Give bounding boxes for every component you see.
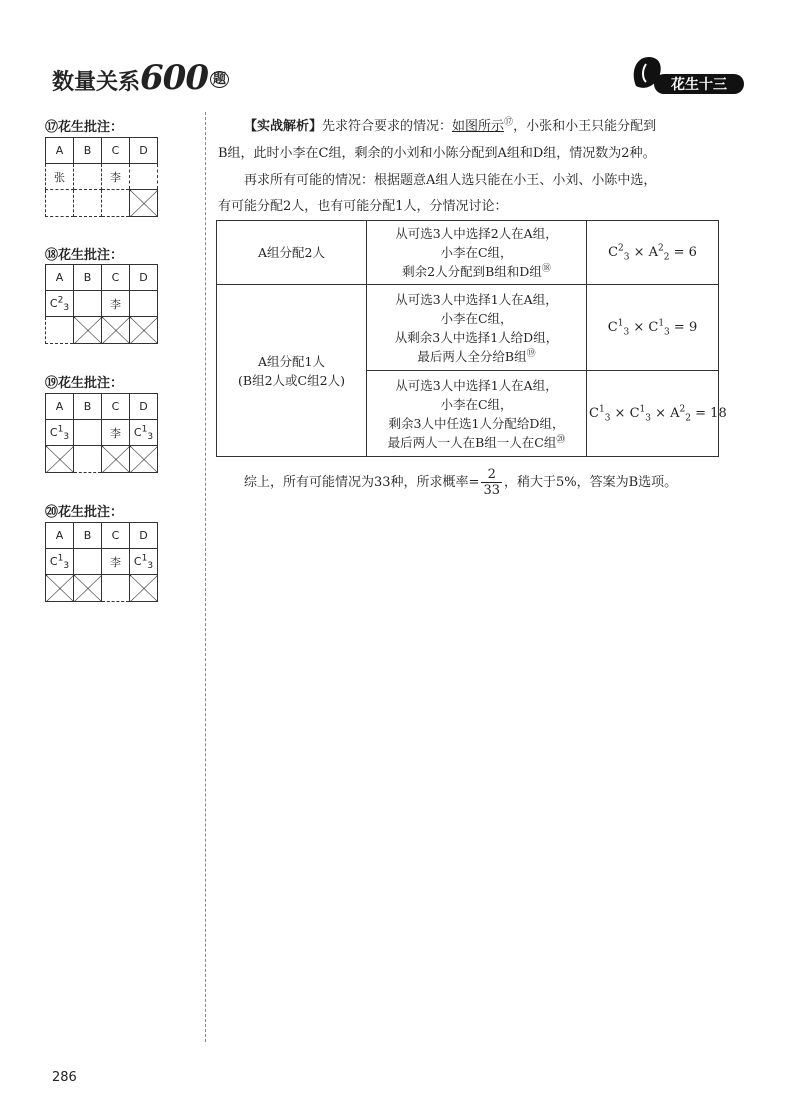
case-2b-formula: $C^1_3 \times C^1_3 \times A^2_2 = 18$ [587,371,719,457]
cross-cell [130,575,158,602]
cross-cell [130,446,158,473]
case-1-formula: $C^2_3 \times A^2_2 = 6$ [587,221,719,285]
probability-fraction: $\frac{2}{33}$ [483,467,500,498]
cell-d [130,164,158,190]
col-a: A [46,523,74,549]
col-c: C [102,138,130,164]
combination-c31: $C^1_3$ [46,549,74,575]
analysis-line-1: 【实战解析】先求符合要求的情况：如图所示⑰，小张和小王只能分配到 [244,117,657,134]
cell-empty [102,190,130,217]
case-1-label: A组分配2人 [217,221,367,285]
cell-b [74,549,102,575]
col-a: A [46,394,74,420]
col-a: A [46,138,74,164]
cell-empty [102,575,130,602]
case-2a-formula: $C^1_3 \times C^1_3 = 9$ [587,285,719,371]
col-b: B [74,394,102,420]
summary-line: 综上，所有可能情况为33种，所求概率= $\frac{2}{33}$ ，稍大于5%，答案为B选项。 [244,467,678,498]
case-table [216,220,727,457]
cell-empty [74,190,102,217]
cross-cell [74,575,102,602]
note-17-title: ⑰花生批注： [45,120,124,135]
col-d: D [130,138,158,164]
note-20-table [45,522,158,602]
note-mark-17: ⑰ [504,117,514,128]
combination-c31: $C^1_3$ [130,549,158,575]
title-suffix: 题 [210,71,229,88]
note-18-title: ⑱花生批注： [45,248,124,263]
logo-text: 花生十三 [671,77,727,93]
peanut-logo [628,52,748,98]
col-c: C [102,523,130,549]
cell-c: 李 [102,420,130,446]
analysis-line-4: 有可能分配2人，也有可能分配1人，分情况讨论： [218,199,508,214]
cell-c: 李 [102,549,130,575]
cell-d [130,291,158,317]
cross-cell [74,317,102,344]
cross-cell [130,190,158,217]
analysis-label: 【实战解析】 [244,119,323,134]
cell-empty [46,317,74,344]
combination-c31: $C^1_3$ [130,420,158,446]
analysis-line-2: B组，此时小李在C组，剩余的小刘和小陈分配到A组和D组，情况数为2种。 [218,146,656,161]
note-18-table [45,264,158,344]
cross-cell [46,575,74,602]
col-c: C [102,394,130,420]
book-title [52,58,229,98]
cell-b [74,164,102,190]
cell-b [74,291,102,317]
case-2b-desc: 从可选3人中选择1人在A组， 小李在C组， 剩余3人中任选1人分配给D组， 最后两人一人在B组一人在C组⑳ [367,371,587,457]
cell-c: 李 [102,291,130,317]
analysis-line-3: 再求所有可能的情况：根据题意A组人选只能在小王、小刘、小陈中选， [244,173,657,188]
cross-cell [46,446,74,473]
cell-empty [46,190,74,217]
note-20-title: ⑳花生批注： [45,505,124,520]
note-19-title: ⑲花生批注： [45,376,124,391]
col-d: D [130,265,158,291]
figure-reference: 如图所示 [452,119,505,134]
cell-c: 李 [102,164,130,190]
col-b: B [74,265,102,291]
column-divider [205,112,206,1042]
cross-cell [102,446,130,473]
col-b: B [74,138,102,164]
case-2-label: A组分配1人 (B组2人或C组2人) [217,285,367,457]
cell-b [74,420,102,446]
col-b: B [74,523,102,549]
note-19-table [45,393,158,473]
note-17-table [45,137,158,217]
cross-cell [102,317,130,344]
col-a: A [46,265,74,291]
case-2a-desc: 从可选3人中选择1人在A组， 小李在C组， 从剩余3人中选择1人给D组， 最后两人全分给B组⑲ [367,285,587,371]
col-c: C [102,265,130,291]
page-number: 286 [52,1070,77,1085]
col-d: D [130,394,158,420]
combination-c32: $C^2_3$ [46,291,74,317]
case-1-desc: 从可选3人中选择2人在A组， 小李在C组， 剩余2人分配到B组和D组⑱ [367,221,587,285]
title-prefix: 数量关系 [52,70,141,95]
cell-a: 张 [46,164,74,190]
title-number: 600 [140,58,208,98]
combination-c31: $C^1_3$ [46,420,74,446]
cell-empty [74,446,102,473]
col-d: D [130,523,158,549]
cross-cell [130,317,158,344]
